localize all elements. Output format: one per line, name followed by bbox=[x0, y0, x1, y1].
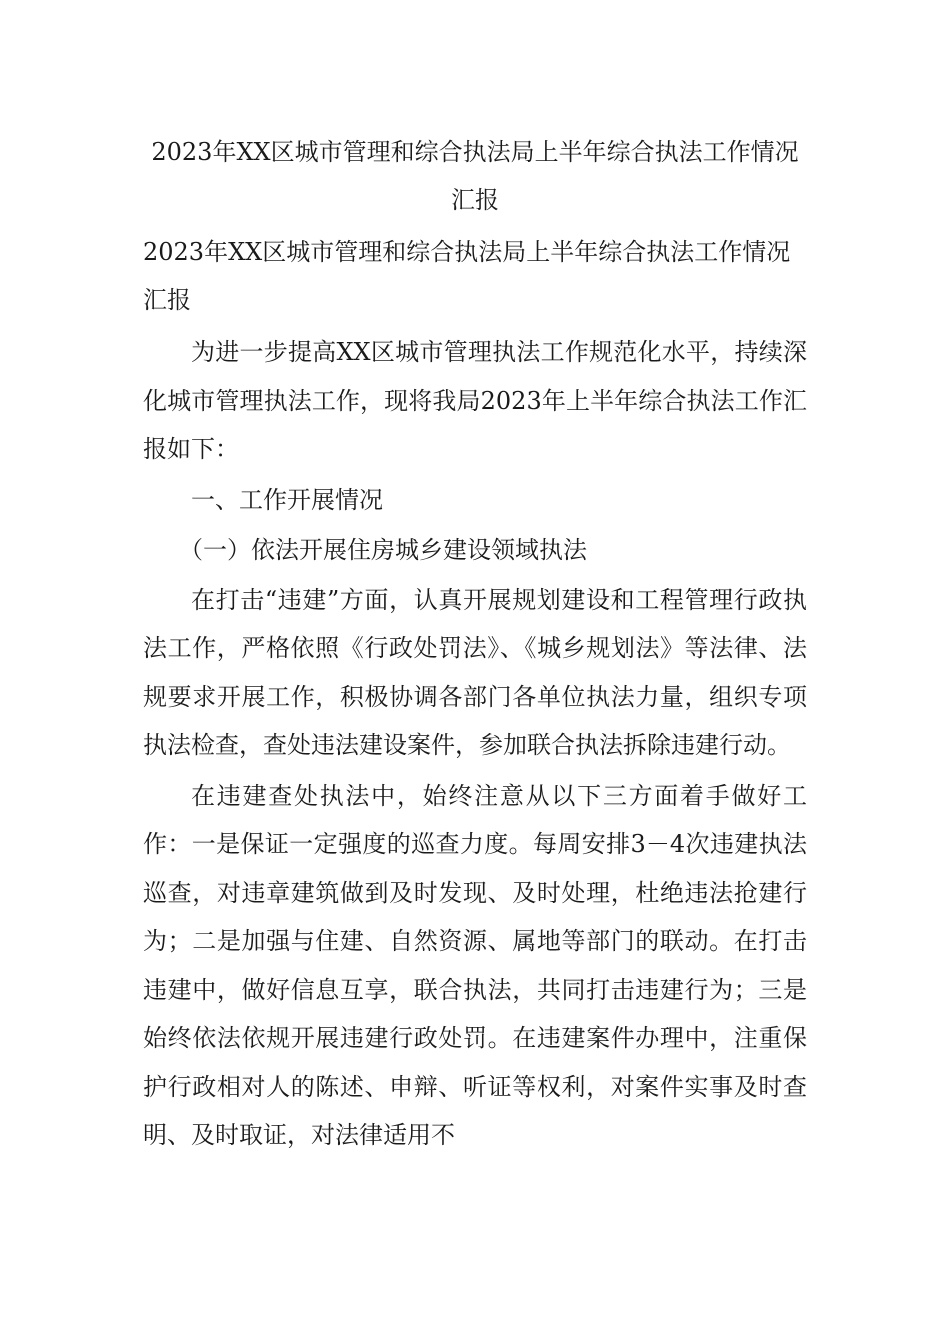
body-paragraph: 在违建查处执法中，始终注意从以下三方面着手做好工作：一是保证一定强度的巡查力度。每周安排3－4次违建执法巡查，对违章建筑做到及时发现、及时处理，杜绝违法抢建行为；二是加强与住建、自然资源、属地等部门的联动。在打击违建中，做好信息互享，联合执法，共同打击违建行为；三是始终依法依规开展违建行政处罚。在违建案件办理中，注重保护行政相对人的陈述、申辩、听证等权利，对案件实事及时查明、及时取证，对法律适用不 bbox=[143, 781, 807, 1149]
subsection-heading: （一）依法开展住房城乡建设领域执法 bbox=[179, 535, 587, 564]
document-subtitle: 2023年XX区城市管理和综合执法局上半年综合执法工作情况汇报 bbox=[143, 238, 791, 314]
document-title: 2023年XX区城市管理和综合执法局上半年综合执法工作情况汇报 bbox=[151, 138, 799, 214]
intro-paragraph: 为进一步提高XX区城市管理执法工作规范化水平，持续深化城市管理执法工作，现将我局2023年上半年综合执法工作汇报如下： bbox=[143, 338, 807, 463]
document-body bbox=[143, 328, 807, 1162]
body-paragraph: 在打击“违建”方面，认真开展规划建设和工程管理行政执法工作，严格依照《行政处罚法》、《城乡规划法》等法律、法规要求开展工作，积极协调各部门各单位执法力量，组织专项执法检查，查处违法建设案件，参加联合执法拆除违建行动。 bbox=[143, 585, 807, 759]
section-heading: 一、工作开展情况 bbox=[191, 485, 383, 514]
